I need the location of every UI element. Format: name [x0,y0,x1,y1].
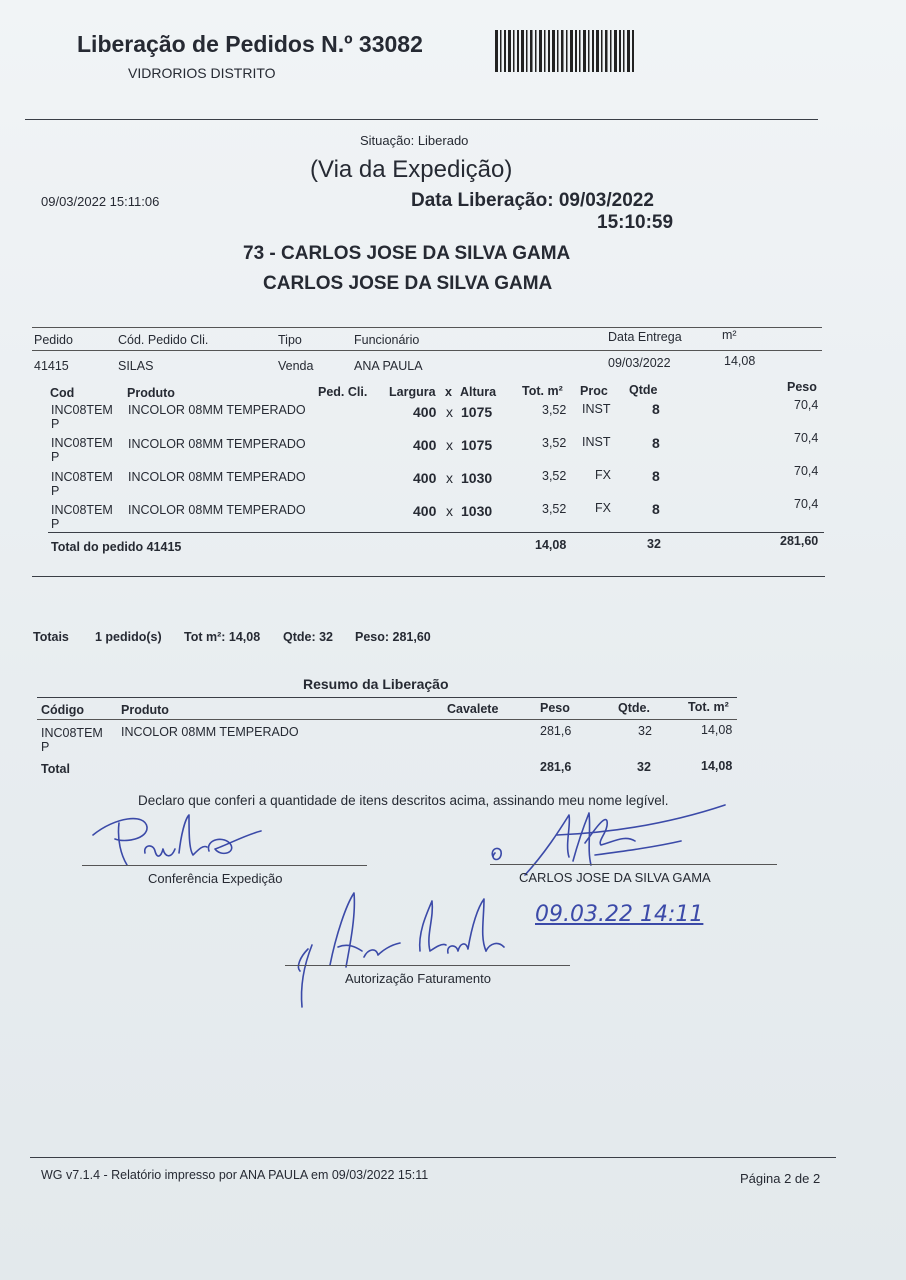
item-altura: 1030 [461,503,493,519]
item-qtde: 8 [652,468,660,484]
signature-line-left [82,865,367,866]
client-line-1: 73 - CARLOS JOSE DA SILVA GAMA [243,243,571,264]
order-m2: 14,08 [724,354,756,368]
items-col-peso: Peso [787,380,817,394]
items-col-cod: Cod [50,386,75,400]
col-tipo: Tipo [278,333,302,347]
document-title: Liberação de Pedidos N.º 33082 [77,31,423,57]
via-title: (Via da Expedição) [310,156,513,183]
summary-col-tot-m2: Tot. m² [688,700,729,714]
items-col-ped-cli: Ped. Cli. [318,385,368,399]
summary-col-produto: Produto [121,703,169,717]
totals-m2: Tot m²: 14,08 [184,630,261,644]
item-cod-suffix: P [51,417,60,431]
items-col-produto: Produto [127,386,175,400]
barcode-icon [495,30,635,77]
order-section-bottom-rule [32,576,825,577]
release-date: Data Liberação: 09/03/2022 [411,190,654,211]
item-x: x [446,470,453,486]
items-col-largura: Largura [389,385,436,399]
release-time: 15:10:59 [597,212,674,233]
summary-qtde: 32 [638,724,652,738]
item-largura: 400 [413,470,437,486]
items-col-altura: Altura [460,385,497,399]
col-cod-pedido-cli: Cód. Pedido Cli. [118,333,209,347]
order-total-m2: 14,08 [535,538,567,552]
handwritten-signature-ana-paula [290,885,510,1015]
order-total-peso: 281,60 [780,534,819,548]
footer-report-info: WG v7.1.4 - Relatório impresso por ANA PAULA em 09/03/2022 15:11 [41,1168,429,1182]
item-largura: 400 [413,503,437,519]
item-proc: INST [582,435,611,449]
item-cod-suffix: P [51,517,60,531]
order-table-top-rule [32,327,822,328]
summary-cod: INC08TEM [41,726,103,740]
summary-total-m2: 14,08 [701,759,733,773]
summary-col-codigo: Código [41,703,85,717]
item-produto: INCOLOR 08MM TEMPERADO [128,470,306,484]
item-peso: 70,4 [794,398,819,412]
item-peso: 70,4 [794,497,819,511]
order-total-label: Total do pedido 41415 [51,540,182,554]
items-col-qtde: Qtde [629,383,658,397]
item-largura: 400 [413,437,437,453]
header-divider [25,119,818,120]
item-produto: INCOLOR 08MM TEMPERADO [128,503,306,517]
summary-col-cavalete: Cavalete [447,702,499,716]
item-x: x [446,503,453,519]
order-data-entrega: 09/03/2022 [608,356,671,370]
order-total-rule [48,532,824,533]
item-peso: 70,4 [794,464,819,478]
item-x: x [446,437,453,453]
col-m2: m² [722,328,737,342]
item-peso: 70,4 [794,431,819,445]
summary-tot-m2: 14,08 [701,723,733,737]
item-largura: 400 [413,404,437,420]
totals-peso: Peso: 281,60 [355,630,431,644]
company-name: VIDRORIOS DISTRITO [128,65,276,81]
summary-peso: 281,6 [540,724,572,738]
order-funcionario: ANA PAULA [354,359,423,373]
client-line-2: CARLOS JOSE DA SILVA GAMA [263,273,553,294]
summary-col-qtde: Qtde. [618,701,650,715]
summary-total-peso: 281,6 [540,760,572,774]
items-col-tot-m2: Tot. m² [522,384,563,398]
item-cod: INC08TEM [51,403,113,417]
signature-line-bottom [285,965,570,966]
totals-pedidos: 1 pedido(s) [95,630,162,644]
summary-header-rule [37,719,737,720]
col-pedido: Pedido [34,333,73,347]
items-col-proc: Proc [580,384,608,398]
col-data-entrega: Data Entrega [608,330,682,344]
item-x: x [446,404,453,420]
item-altura: 1075 [461,404,493,420]
item-tot-m2: 3,52 [542,469,567,483]
item-produto: INCOLOR 08MM TEMPERADO [128,403,306,417]
totals-qtde: Qtde: 32 [283,630,334,644]
item-altura: 1030 [461,470,493,486]
summary-total-label: Total [41,762,70,776]
declaration-text: Declaro que conferi a quantidade de itens descritos acima, assinando meu nome legível. [138,793,669,808]
page-number: Página 2 de 2 [740,1171,821,1186]
summary-col-peso: Peso [540,701,570,715]
item-qtde: 8 [652,401,660,417]
order-cod-cli: SILAS [118,359,154,373]
item-cod: INC08TEM [51,503,113,517]
status-text: Situação: Liberado [360,133,469,148]
handwritten-date: 09.03.22 14:11 [535,902,704,927]
summary-top-rule [37,697,737,698]
summary-produto: INCOLOR 08MM TEMPERADO [121,725,299,739]
order-pedido: 41415 [34,359,69,373]
summary-title: Resumo da Liberação [303,676,449,692]
item-produto: INCOLOR 08MM TEMPERADO [128,437,306,451]
signature-line-right [490,864,777,865]
item-cod: INC08TEM [51,436,113,450]
autorizacao-label: Autorização Faturamento [345,971,491,986]
item-proc: FX [595,501,611,515]
footer-rule [30,1157,836,1158]
item-altura: 1075 [461,437,493,453]
totals-label: Totais [33,630,69,644]
item-proc: FX [595,468,611,482]
item-tot-m2: 3,52 [542,436,567,450]
item-cod-suffix: P [51,450,60,464]
order-total-qtde: 32 [647,537,661,551]
item-qtde: 8 [652,501,660,517]
items-col-x: x [445,385,452,399]
order-header-rule [32,350,822,351]
item-cod-suffix: P [51,484,60,498]
summary-total-qtde: 32 [637,760,651,774]
item-tot-m2: 3,52 [542,403,567,417]
item-proc: INST [582,402,611,416]
item-tot-m2: 3,52 [542,502,567,516]
col-funcionario: Funcionário [354,333,420,347]
order-tipo: Venda [278,359,314,373]
item-qtde: 8 [652,435,660,451]
print-timestamp: 09/03/2022 15:11:06 [41,194,160,209]
conferencia-label: Conferência Expedição [148,871,283,886]
item-cod: INC08TEM [51,470,113,484]
summary-cod-suffix: P [41,740,50,754]
client-signature-label: CARLOS JOSE DA SILVA GAMA [519,870,711,885]
